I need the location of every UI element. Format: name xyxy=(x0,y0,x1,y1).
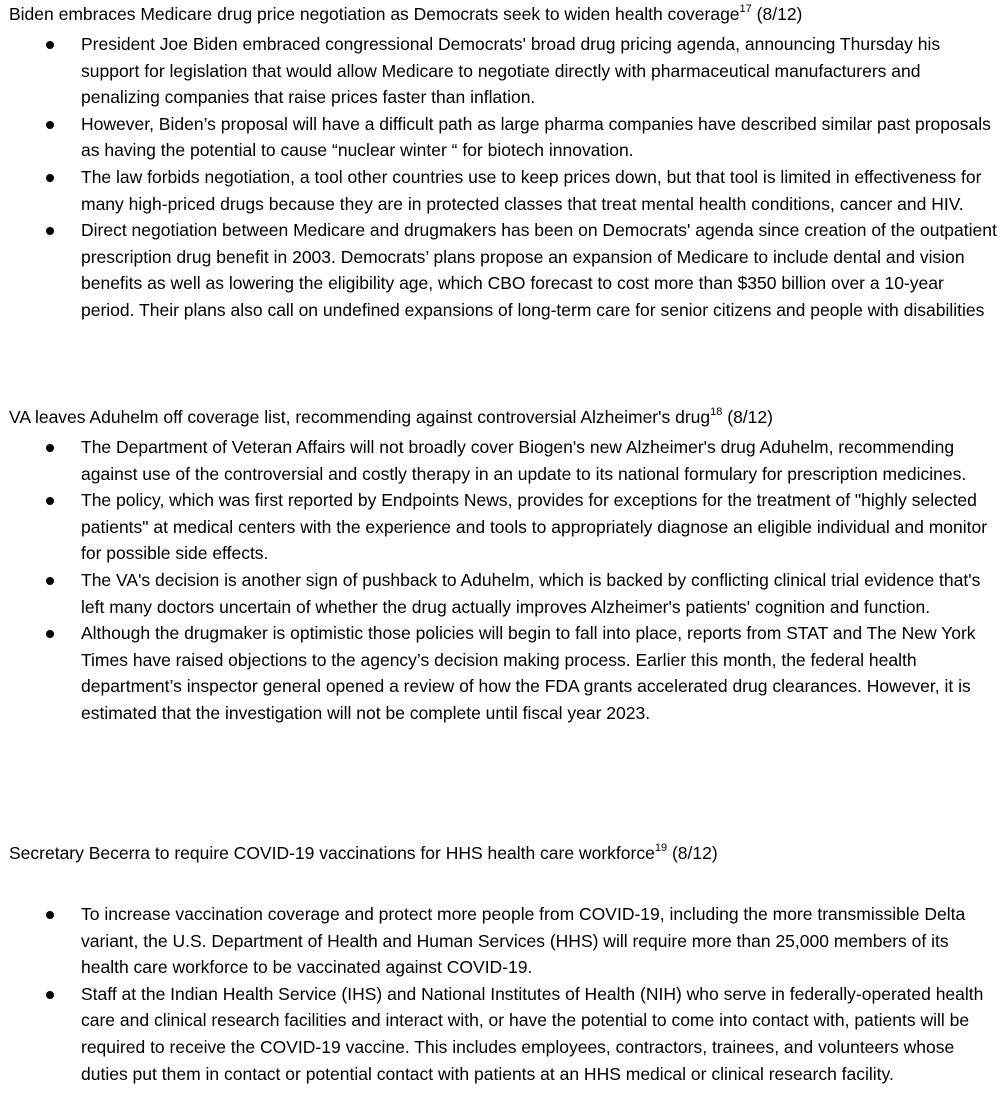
bullet-icon xyxy=(46,41,54,49)
bullet-text: Direct negotiation between Medicare and drugmakers has been on Democrats' agenda since creation of the outpatient prescription drug benefit in 2003. Democrats’ plans propose an expansion of Medicare to include dental and vision benefits as well as lowering the eligibility age, which CBO forecast to cost more than $350 billion over a 10-year period. Their plans also call on undefined expansions of long-term care for senior citizens and people with disabilities xyxy=(81,220,997,320)
article-title: VA leaves Aduhelm off coverage list, recommending against controversial Alzheimer's drug xyxy=(9,407,711,427)
bullet-item xyxy=(0,31,1000,111)
bullet-item xyxy=(0,164,1000,217)
bullet-list xyxy=(0,31,1000,324)
bullet-list xyxy=(0,901,1000,1087)
article-date: (8/12) xyxy=(667,843,718,863)
bullet-icon xyxy=(46,121,54,129)
footnote-marker: 17 xyxy=(739,3,752,16)
bullet-item xyxy=(0,487,1000,567)
article-heading xyxy=(9,404,773,430)
article-date: (8/12) xyxy=(722,407,773,427)
bullet-text: The Department of Veteran Affairs will not broadly cover Biogen's new Alzheimer's drug Aduhelm, recommending against use of the controversial and costly therapy in an update to its national formulary for prescription medicines. xyxy=(81,437,967,484)
footnote-marker: 19 xyxy=(654,842,668,855)
bullet-text: President Joe Biden embraced congressional Democrats' broad drug pricing agenda, announcing Thursday his support for legislation that would allow Medicare to negotiate directly with pharmaceutical manufacturers and penalizing companies that raise prices faster than inflation. xyxy=(81,34,941,108)
bullet-list xyxy=(0,434,1000,727)
article-title: Biden embraces Medicare drug price negotiation as Democrats seek to widen health coverage xyxy=(9,4,740,24)
bullet-item xyxy=(0,111,1000,164)
bullet-icon xyxy=(46,444,54,452)
bullet-item xyxy=(0,217,1000,323)
bullet-icon xyxy=(46,911,54,919)
bullet-icon xyxy=(46,174,54,182)
bullet-text: The law forbids negotiation, a tool other countries use to keep prices down, but that tool is limited in effectiveness for many high-priced drugs because they are in protected classes that treat mental health conditions, cancer and HIV. xyxy=(81,166,982,214)
bullet-item xyxy=(0,567,1000,620)
bullet-text: However, Biden’s proposal will have a difficult path as large pharma companies have described similar past proposals as having the potential to cause “nuclear winter “ for biotech innovation. xyxy=(81,113,991,161)
bullet-text: The VA's decision is another sign of pushback to Aduhelm, which is backed by conflicting clinical trial evidence that's left many doctors uncertain of whether the drug actually improves Alzheimer's patients' cognition and function. xyxy=(81,569,981,617)
bullet-item xyxy=(0,620,1000,726)
bullet-icon xyxy=(46,991,54,999)
article-heading xyxy=(9,1,802,27)
bullet-text: To increase vaccination coverage and protect more people from COVID-19, including the more transmissible Delta variant, the U.S. Department of Health and Human Services (HHS) will require more than 25,000 members of its health care workforce to be vaccinated against COVID-19. xyxy=(81,904,966,978)
article-heading xyxy=(9,840,718,866)
article-title: Secretary Becerra to require COVID-19 vaccinations for HHS health care workforce xyxy=(9,843,655,863)
bullet-text: Staff at the Indian Health Service (IHS) and National Institutes of Health (NIH) who serve in federally-operated health care and clinical research facilities and interact with, or have the potential to come into contact with, patients will be required to receive the COVID-19 vaccine. This includes employees, contractors, trainees, and volunteers whose duties put them in contact or potential contact with patients at an HHS medical or clinical research facility. xyxy=(81,983,984,1084)
bullet-text: Although the drugmaker is optimistic those policies will begin to fall into place, reports from STAT and The New York Times have raised objections to the agency’s decision making process. Earlier this month, the federal health department’s inspector general opened a review of how the FDA grants accelerated drug clearances. However, it is estimated that the investigation will not be complete until fiscal year 2023. xyxy=(81,623,976,723)
bullet-icon xyxy=(46,630,54,638)
bullet-icon xyxy=(46,227,54,235)
bullet-item xyxy=(0,981,1000,1087)
footnote-marker: 18 xyxy=(710,406,723,419)
bullet-icon xyxy=(46,577,54,585)
bullet-item xyxy=(0,434,1000,487)
bullet-icon xyxy=(46,497,54,505)
bullet-text: The policy, which was first reported by Endpoints News, provides for exceptions for the treatment of "highly selected patients" at medical centers with the experience and tools to appropriately diagnose an eligible individual and monitor for possible side effects. xyxy=(81,490,988,564)
bullet-item xyxy=(0,901,1000,981)
article-date: (8/12) xyxy=(751,4,803,24)
